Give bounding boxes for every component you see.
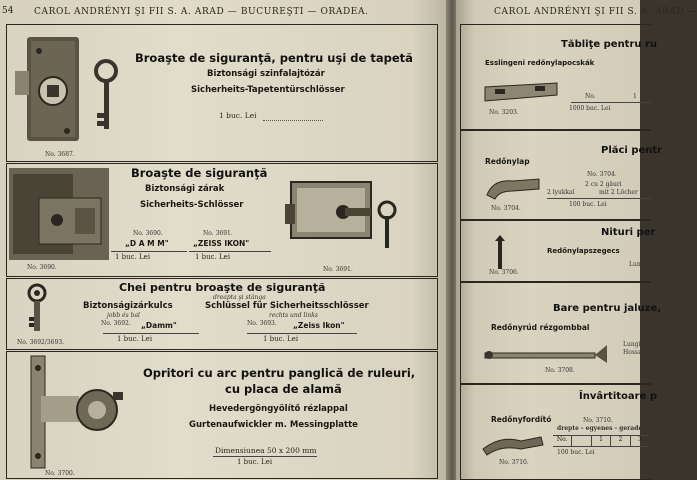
section-title: Nituri per <box>601 227 656 238</box>
figure-number: No. 3706. <box>489 269 519 276</box>
hungarian-note: jobb és bal <box>107 312 140 319</box>
page-number: 54 <box>2 6 14 16</box>
hungarian-name: Redőnylap <box>485 157 530 166</box>
extra-label-2: Hossz <box>623 349 642 356</box>
price-label: 1 buc. Lei <box>219 111 257 120</box>
col1-brand: „D A M M" <box>125 239 169 248</box>
section-title: Chei pentru broaşte de siguranţă <box>119 281 326 294</box>
figure-number: No. 3692/3693. <box>17 339 65 346</box>
col-number: No. 3710. <box>583 417 613 424</box>
section-blind-plates <box>460 130 663 220</box>
col-number: No. <box>585 93 596 100</box>
section-rivets <box>460 220 656 282</box>
col-number: No. 3704. <box>587 171 617 178</box>
col1-rule <box>111 250 187 252</box>
extra-label: Lungi <box>629 261 647 268</box>
hungarian-name: Hevedergöngyölítő rézlappal <box>209 404 348 414</box>
hungarian-name: Biztonsági zárak <box>145 184 225 194</box>
section-blind-tabs <box>460 24 658 130</box>
plate-illustration <box>483 175 543 201</box>
price-label: 1 buc. Lei <box>237 458 273 466</box>
figure-number-a: No. 3690. <box>27 264 57 271</box>
price-label: 100 buc. Lei <box>557 449 595 456</box>
holes-ro: 2 cu 2 găuri <box>585 181 622 188</box>
section-blind-turners <box>460 384 657 480</box>
bar-illustration <box>481 339 611 365</box>
german-name: Gurtenaufwickler m. Messingplatte <box>189 420 358 430</box>
figure-number: No. 3203. <box>489 109 519 116</box>
section-title: Broaşte de siguranţă <box>131 166 268 180</box>
figure-number-b: No. 3691. <box>323 266 353 273</box>
section-blind-bars <box>460 282 662 384</box>
hungarian-name: Biztonsági szinfalajtózár <box>207 69 325 79</box>
section-title: Plăci pentr <box>601 145 663 156</box>
price-label: 1000 buc. Lei <box>569 105 611 112</box>
belt-winder-illustration <box>17 356 127 468</box>
extra-label-1: Lungime <box>623 341 650 348</box>
col-rule <box>547 197 651 199</box>
figure-number: No. 3700. <box>45 470 75 477</box>
german-name: Sicherheits-Schlösser <box>140 200 244 210</box>
holes-de: mit 2 Löcher <box>599 189 638 196</box>
size-cell: 2 <box>611 436 630 446</box>
hungarian-name: Biztonságizárkulcs <box>83 301 173 311</box>
figure-number: No. 3710. <box>499 459 529 466</box>
holes-hu: 2 lyukkal <box>547 189 575 196</box>
damm-lock-illustration <box>9 168 119 264</box>
direction-row: dreptе - egyenes - gerade <box>557 425 643 432</box>
section-title: Învârtitoare p <box>579 391 657 402</box>
section-title: Broaşte de siguranţă, pentru uşi de tapetă <box>135 51 413 65</box>
col2-brand: „ZEISS IKON" <box>193 239 250 248</box>
dim-rule <box>213 455 317 457</box>
tapestry-lock-illustration <box>11 31 123 151</box>
section-title: Tăbliţe pentru ru <box>561 39 658 50</box>
section-safety-locks <box>6 163 438 277</box>
col2-rule <box>247 332 357 334</box>
col1-brand: „Damm" <box>141 321 177 330</box>
section-tapestry-locks <box>6 24 438 162</box>
hungarian-name: Redőnyrúd rézgombbal <box>491 323 590 332</box>
section-title-2: cu placa de alamă <box>225 382 342 396</box>
key-illustration <box>23 283 53 339</box>
col2-price: 1 buc. Lei <box>263 335 299 343</box>
col2-number: No. 3691. <box>203 230 233 237</box>
dimension-label: Dimensiunea 50 x 200 mm <box>215 446 317 455</box>
size-table <box>553 435 649 447</box>
col-value: 1 <box>633 93 637 100</box>
turner-illustration <box>481 431 547 457</box>
col1-price: 1 buc. Lei <box>117 335 153 343</box>
col1-rule <box>103 332 199 334</box>
right-page <box>456 0 697 480</box>
price-blank <box>263 119 323 121</box>
left-running-head: CAROL ANDRÉNYI ŞI FII S. A. ARAD — BUCUREŞTI — ORADEA. <box>34 7 369 17</box>
section-title: Bare pentru jaluze, <box>553 303 662 314</box>
hungarian-name: Redőnylapszegecs <box>547 247 620 255</box>
price-label: 100 buc. Lei <box>569 201 607 208</box>
tab-illustration <box>481 81 561 105</box>
size-cell: No. <box>553 436 572 446</box>
right-running-head: CAROL ANDRÉNYI ŞI FII S. A. ARAD — <box>494 7 697 17</box>
hungarian-name: Esslingeni redőnylapocskák <box>485 59 595 67</box>
size-cell <box>572 436 591 446</box>
direction-note: dreapta şi stânga <box>213 294 266 301</box>
figure-number: No. 3704. <box>491 205 521 212</box>
hungarian-name: Redőnyfordító <box>491 415 552 424</box>
col-rule <box>571 101 651 103</box>
rivet-illustration <box>493 235 507 271</box>
german-name: Sicherheits-Tapetentürschlösser <box>191 85 345 95</box>
col2-rule <box>189 250 271 252</box>
section-belt-stoppers <box>6 351 438 479</box>
col2-price: 1 buc. Lei <box>195 253 231 261</box>
figure-number: No. 3687. <box>45 151 75 158</box>
german-note: rechts und links <box>269 312 318 319</box>
col1-number: No. 3692. <box>101 320 131 327</box>
col1-price: 1 buc. Lei <box>115 253 151 261</box>
figure-number: No. 3708. <box>545 367 575 374</box>
size-cell: 3 <box>637 436 642 443</box>
col2-number: No. 3693. <box>247 320 277 327</box>
size-cell: 1 <box>592 436 611 446</box>
german-name: Schlüssel für Sicherheitsschlösser <box>205 301 369 311</box>
col2-brand: „Zeiss Ikon" <box>293 321 345 330</box>
zeiss-lock-illustration <box>285 174 405 260</box>
section-safety-keys <box>6 278 438 350</box>
section-title-1: Opritori cu arc pentru panglică de ruleuri, <box>143 366 416 380</box>
col1-number: No. 3690. <box>133 230 163 237</box>
